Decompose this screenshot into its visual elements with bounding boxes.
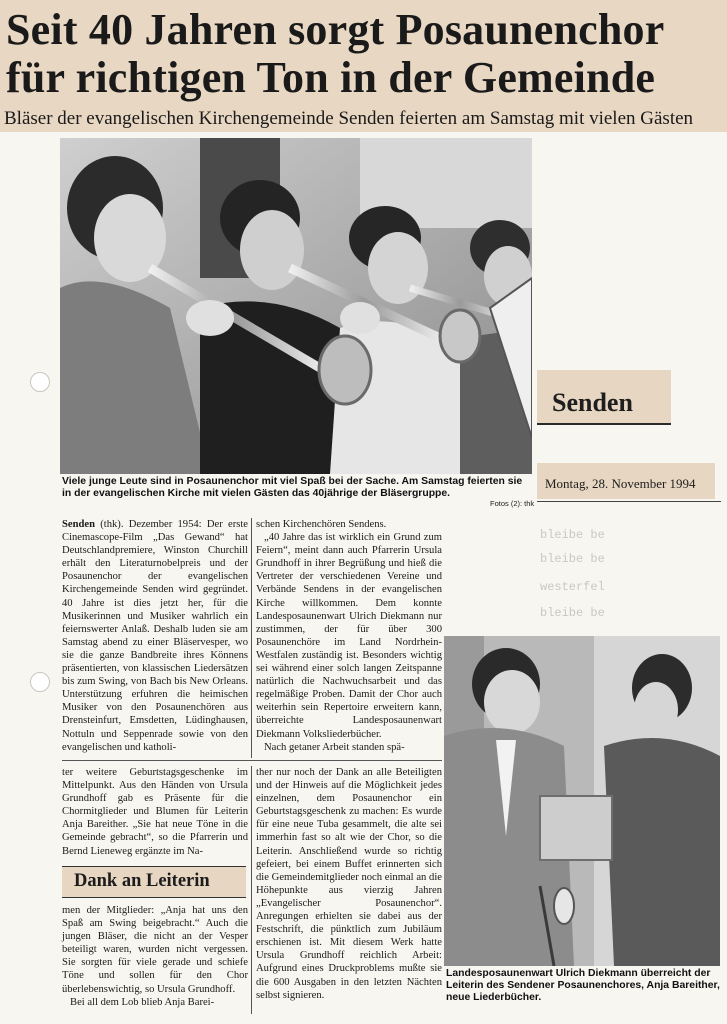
article-paragraph: Bei all dem Lob blieb Anja Barei- <box>70 996 215 1008</box>
bleed-through-text: bleibe be <box>540 606 605 620</box>
punch-hole-icon <box>30 672 50 692</box>
photo-caption-main: Viele junge Leute sind in Posaunenchor mit viel Spaß bei der Sache. Am Samstag feierten sie in der evangelischen Kirche mit vielen Gästen das 40jährige der Bläsergruppe. <box>60 475 532 501</box>
article-column-4 <box>256 766 442 1002</box>
photo-credit: Fotos (2): thk <box>490 499 535 508</box>
headline <box>6 6 724 102</box>
article-paragraph: (thk). Dezember 1954: Der erste Cinemascope-Film „Das Gewand“ hat Deutschlandpremiere, Winston Churchill erhält den Literaturnobelpreis und der Posaunenchor der evangelischen Kirchengemeinde Senden wird gegründet. 40 Jahre ist dies jetzt her, für die Musikerinnen und Musiker wahrlich ein feiernswerter Anlaß. Deshalb luden sie am Samstag abend zu einer Bläservesper, wo sie die ganze Bandbreite ihres Könnens präsentierten, von klassischen Liedersätzen bis zum Swing, von Bach bis New Orleans. Unterstützung erfuhren die heimischen Musiker von den Posaunenchören aus Drensteinfurt, Emsdetten, Lüdinghausen, Nottuln und Seppenrade sowie von den evangelischen und katholi- <box>62 519 248 753</box>
bleed-through-text: bleibe be <box>540 528 605 542</box>
headline-line-1: Seit 40 Jahren sorgt Posaunenchor <box>6 5 665 54</box>
subheadline: Bläser der evangelischen Kirchengemeinde Senden feierten am Samstag mit vielen Gästen <box>4 108 694 129</box>
bleed-through-text: bleibe be <box>540 552 605 566</box>
article-column-5 <box>62 904 248 1009</box>
subheading-box <box>62 866 246 898</box>
subheading: Dank an Leiterin <box>74 871 210 891</box>
column-divider <box>251 518 252 758</box>
article-column-2 <box>256 518 442 754</box>
bleed-through-text: westerfel <box>540 580 605 594</box>
photo-caption-second: Landesposaunenwart Ulrich Diekmann überreicht der Leiterin des Sendener Posaunenchores, Anja Bareither, neue Liederbücher. <box>444 967 722 1005</box>
article-paragraph: ther nur noch der Dank an alle Beteiligten und der Hinweis auf die Möglichkeit jedes einzelnen, dem Posaunenchor ein Geburtstagsgeschenk zu machen: Es wurde für eine neue Tuba gesammelt, die alte sei immerhin fast so alt wie der Chor, so die Leiterin. Anschließend wurde so richtig gefeiert, bei einem Buffet erinnerten sich die Gemeindemitglieder noch einmal an die Höhepunkte aus vierzig Jahren „Evangelischer Posaunenchor“. Anregungen erhielten sie dabei aus der Festschrift, die pünktlich zum Jubiläum erschienen ist. Mit diesem Werk hatte Ursula Grundhoff reichlich Arbeit: Aufgrund eines Druckproblems mußte sie die 600 Ausgaben in den letzten Nächten selbst signieren. <box>256 767 442 1001</box>
photo-trumpet-players <box>60 138 532 474</box>
article-paragraph: Nach getaner Arbeit standen spä- <box>264 741 405 753</box>
headline-line-2: für richtigen Ton in der Gemeinde <box>6 53 656 102</box>
article-column-1 <box>62 518 248 754</box>
article-paragraph: „40 Jahre das ist wirklich ein Grund zum Feiern“, meint dann auch Pfarrerin Ursula Grundhoff in ihrer Begrüßung und hieß die Vertreter der verschiedenen Vereine und Verbände Sendens in der evangelischen Kirche willkommen. Dem konnte Landesposaunenwart Ulrich Diekmann nur zustimmen, der für über 300 Posaunenchöre im Land Nordrhein-Westfalen zuständig ist. Besonders wichtig sei während einer solch langen Zeitspanne natürlich die Nachwuchsarbeit und das regelmäßige Proben. Damit der Chor auch weiterhin sein Repertoire erweitern kann, überreichte Landesposaunenwart Diekmann Volksliederbücher. <box>256 532 442 740</box>
article-paragraph: schen Kirchenchören Sendens. <box>256 519 387 530</box>
section-rule <box>62 760 442 761</box>
punch-hole-icon <box>30 372 50 392</box>
publication-date: Montag, 28. November 1994 <box>545 476 696 491</box>
section-label: Senden <box>552 388 633 417</box>
article-paragraph: ter weitere Geburtstagsgeschenke im Mittelpunkt. Aus den Händen von Ursula Grundhoff gab es Präsente für die Chormitglieder und Blumen für Leiterin Anja Bareither. „Sie hat neue Töne in die Gemeinde gebracht“, so die Pfarrerin und Bernd Lieneweg ergänzte im Na- <box>62 767 248 857</box>
article-dateline: Senden <box>62 519 95 530</box>
photo-book-handover <box>444 636 720 966</box>
date-rule <box>537 501 721 502</box>
article-column-3 <box>62 766 248 858</box>
column-divider <box>251 766 252 1014</box>
article-paragraph: men der Mitglieder: „Anja hat uns den Spaß am Swing beigebracht.“ Auch die jungen Bläser, die nicht an der Vesper beteiligt waren, wurden nicht vergessen. Sie sorgten für viele gerade und schiefe Töne und sollen für den Chor überlebenswichtig, so Ursula Grundhoff. <box>62 905 248 995</box>
